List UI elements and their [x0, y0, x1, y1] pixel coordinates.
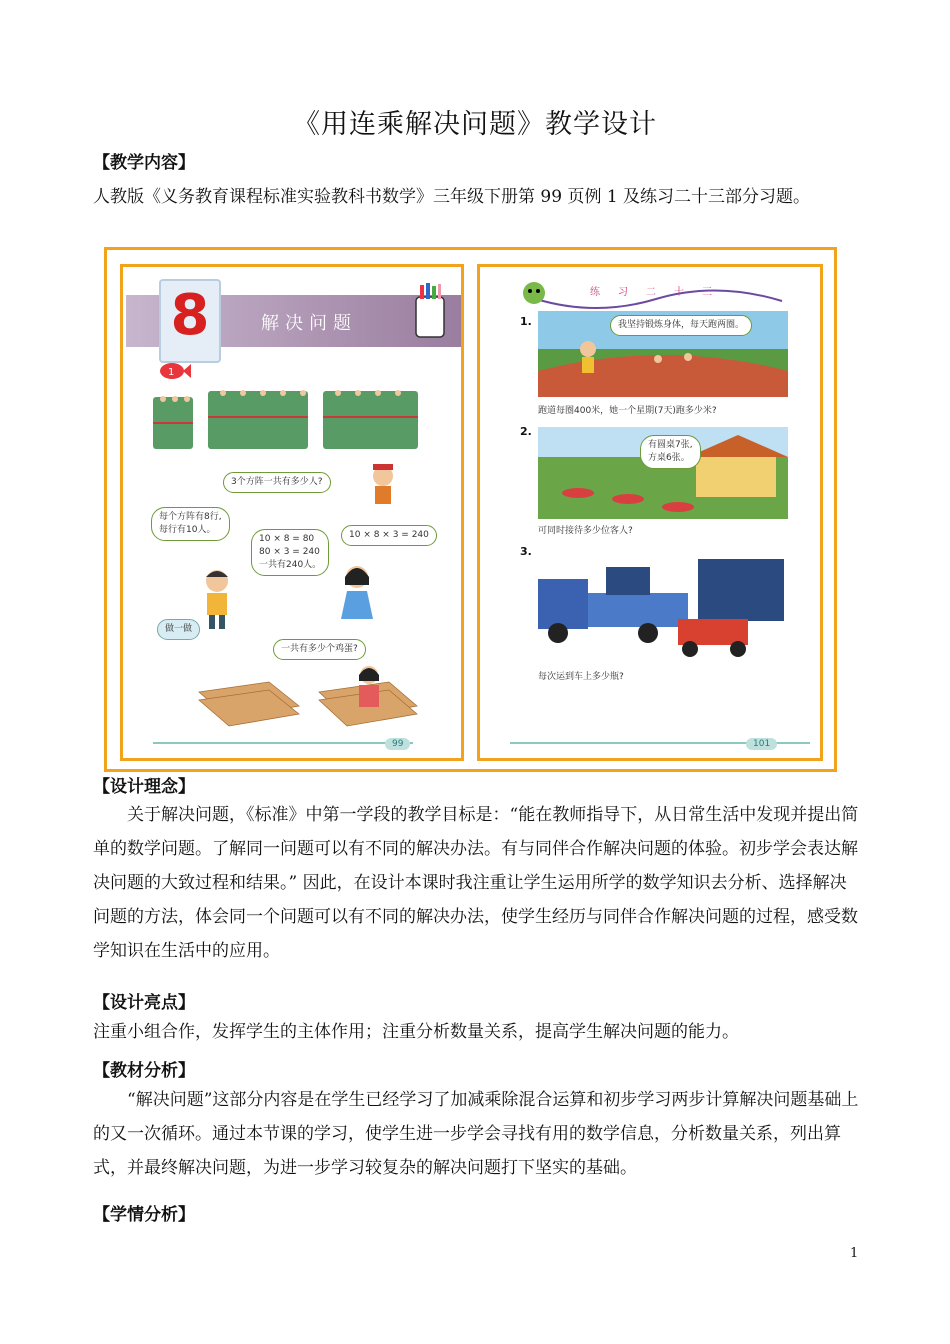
page-rule: [153, 742, 413, 744]
idea-heading: 【设计理念】: [93, 777, 195, 797]
alt-calc-bubble: 10 × 8 × 3 = 240: [341, 525, 437, 546]
page-number-99: 99: [385, 738, 410, 750]
fish-badge-icon: [157, 361, 191, 381]
question-bubble: 3个方阵一共有多少人?: [223, 472, 331, 493]
question-3-number: 3.: [520, 545, 532, 558]
content-heading: 【教学内容】: [93, 153, 195, 173]
boy-character-icon: [363, 462, 403, 512]
question-1-number: 1.: [520, 315, 532, 328]
chapter-number-box: [159, 279, 221, 363]
practice-label: 做一做: [157, 619, 200, 640]
info-bubble: 每个方阵有8行, 每行有10人。: [151, 507, 230, 541]
material-heading: 【教材分析】: [93, 1061, 195, 1081]
highlight-text: 注重小组合作，发挥学生的主体作用；注重分析数量关系，提高学生解决问题的能力。: [93, 1022, 739, 1042]
question-2-text: 可同时接待多少位客人?: [538, 526, 633, 536]
student-heading: 【学情分析】: [93, 1205, 195, 1225]
chapter-number: 8: [170, 283, 210, 348]
chapter-title: 解决问题: [261, 313, 357, 334]
idea-text: 关于解决问题，《标准》中第一学段的教学目标是：“能在教师指导下，从日常生活中发现并提出简单的数学问题。了解同一问题可以有不同的解决办法。有与同伴合作解决问题的体验。初步学会表达解决问题的大致过程和结果。” 因此，在设计本课时我注重让学生运用所学的数学知识去分析、选择解决问题的方法，体会同一个问题可以有不同的解决办法，使学生经历与同伴合作解决问题的过程，感受数学知识在生活中的应用。: [93, 805, 859, 961]
marching-formation-illustration: [153, 387, 433, 457]
example-number: 1: [168, 367, 175, 378]
highlight-heading: 【设计亮点】: [93, 993, 195, 1013]
content-text: 人教版《义务教育课程标准实验教科书数学》三年级下册第 99 页例 1 及练习二十三部分习题。: [93, 187, 811, 207]
material-text: “解决问题”这部分内容是在学生已经学习了加减乘除混合运算和初步学习两步计算解决问题基础上的又一次循环。通过本节课的学习，使学生进一步学会寻找有用的数学信息，分析数量关系，列出算式，并最终解决问题，为进一步学习较复杂的解决问题打下坚实的基础。: [93, 1090, 859, 1178]
question-1-text: 跑道每圈400米，她一个星期(7天)跑多少米?: [538, 406, 717, 416]
truck-illustration: [538, 553, 788, 665]
textbook-figure: [104, 247, 837, 772]
textbook-page-101: [477, 264, 823, 761]
textbook-page-99: [120, 264, 464, 761]
question-3-text: 每次运到车上多少瓶?: [538, 672, 624, 682]
q1-bubble: 我坚持锻炼身体，每天跑两圈。: [610, 315, 752, 336]
woman-character-icon: [351, 663, 387, 715]
q2-bubble: 有圆桌7张, 方桌6张。: [640, 435, 701, 469]
practice-title: 练习二十三: [590, 287, 730, 298]
page-title: 《用连乘解决问题》教学设计: [293, 109, 657, 140]
pencil-cup-icon: [410, 283, 450, 341]
calc-bubble: 10 × 8 = 80 80 × 3 = 240 一共有240人。: [251, 529, 329, 576]
egg-question-bubble: 一共有多少个鸡蛋?: [273, 639, 366, 660]
page-number-101: 101: [746, 738, 777, 750]
footer-page-number: 1: [850, 1246, 859, 1261]
boy-student-icon: [195, 567, 239, 631]
girl-student-icon: [335, 563, 379, 629]
question-2-number: 2.: [520, 425, 532, 438]
